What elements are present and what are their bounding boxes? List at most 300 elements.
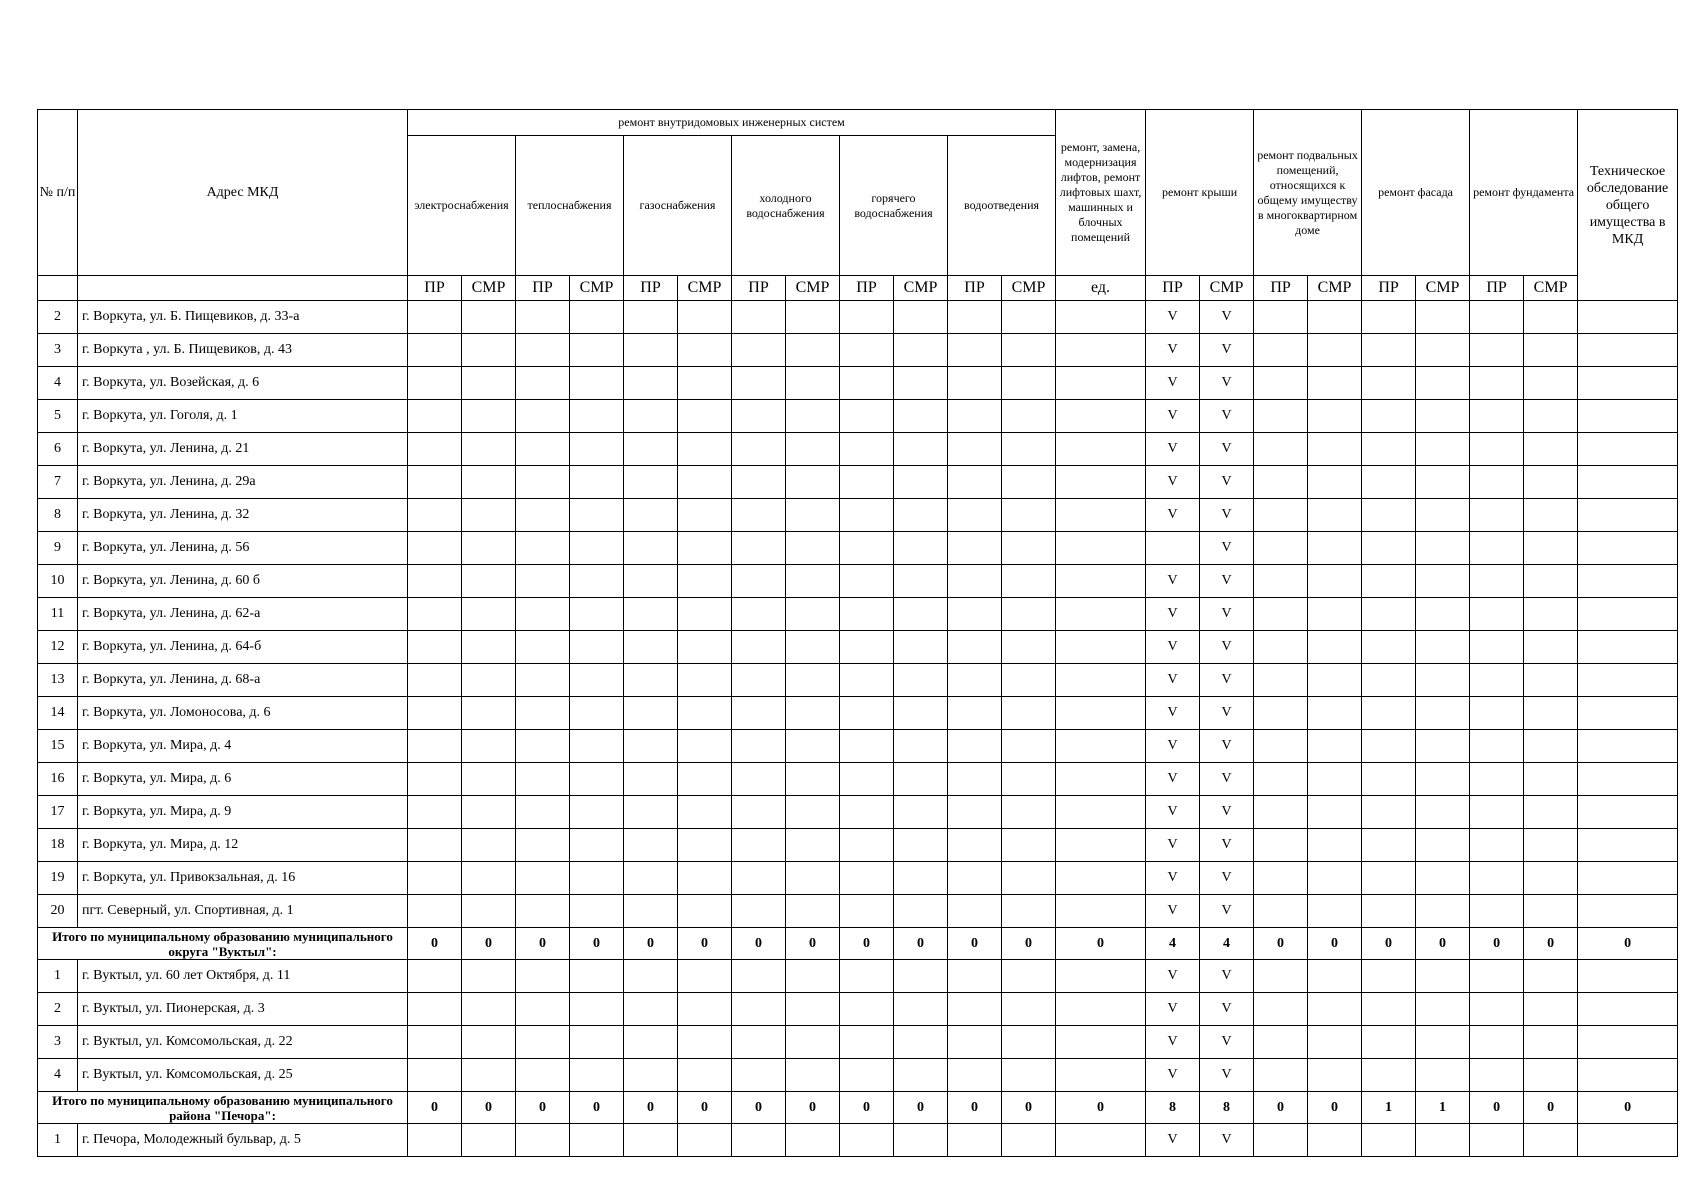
empty-cell: [408, 334, 462, 367]
row-number: 1: [38, 1124, 78, 1157]
empty-cell: [840, 862, 894, 895]
empty-cell: [840, 1124, 894, 1157]
header-basement: ремонт подвальных помещений, относящихся к общему имуществу в многоквартирном доме: [1254, 110, 1362, 276]
row-number: 17: [38, 796, 78, 829]
roof-pr-mark: V: [1146, 993, 1200, 1026]
empty-cell: [1362, 400, 1416, 433]
empty-cell: [408, 1059, 462, 1092]
total-value: 0: [408, 1092, 462, 1124]
row-address: г. Вуктыл, ул. 60 лет Октября, д. 11: [78, 960, 408, 993]
empty-cell: [624, 829, 678, 862]
total-value: 1: [1416, 1092, 1470, 1124]
empty-cell: [1056, 301, 1146, 334]
empty-cell: [840, 631, 894, 664]
empty-cell: [1578, 796, 1678, 829]
empty-cell: [408, 796, 462, 829]
empty-cell: [948, 862, 1002, 895]
empty-cell: [462, 565, 516, 598]
empty-cell: [1524, 466, 1578, 499]
empty-cell: [570, 466, 624, 499]
empty-cell: [678, 664, 732, 697]
row-number: 13: [38, 664, 78, 697]
row-address: г. Воркута, ул. Мира, д. 9: [78, 796, 408, 829]
roof-smr-mark: V: [1200, 1059, 1254, 1092]
total-value: 0: [1002, 928, 1056, 960]
empty-cell: [516, 960, 570, 993]
header-sub-pr: ПР: [1362, 276, 1416, 301]
roof-smr-mark: V: [1200, 631, 1254, 664]
empty-cell: [1362, 1124, 1416, 1157]
row-number: 16: [38, 763, 78, 796]
table-row: [38, 367, 1678, 400]
empty-cell: [462, 796, 516, 829]
empty-cell: [894, 466, 948, 499]
empty-cell: [1056, 466, 1146, 499]
empty-cell: [1362, 862, 1416, 895]
empty-cell: [840, 334, 894, 367]
total-value: 1: [1362, 1092, 1416, 1124]
empty-cell: [570, 433, 624, 466]
empty-cell: [1254, 895, 1308, 928]
row-number: 12: [38, 631, 78, 664]
empty-cell: [1308, 1026, 1362, 1059]
empty-cell: [786, 499, 840, 532]
empty-cell: [516, 1124, 570, 1157]
row-number: 14: [38, 697, 78, 730]
empty-cell: [840, 1059, 894, 1092]
row-number: 8: [38, 499, 78, 532]
empty-cell: [948, 960, 1002, 993]
row-address: г. Воркута, ул. Мира, д. 12: [78, 829, 408, 862]
empty-cell: [462, 862, 516, 895]
total-value: 0: [894, 928, 948, 960]
empty-cell: [732, 433, 786, 466]
empty-cell: [1416, 960, 1470, 993]
empty-cell: [1056, 1059, 1146, 1092]
roof-smr-mark: V: [1200, 796, 1254, 829]
empty-cell: [732, 499, 786, 532]
empty-cell: [1002, 829, 1056, 862]
empty-cell: [570, 796, 624, 829]
empty-cell: [516, 796, 570, 829]
empty-cell: [840, 993, 894, 1026]
table-row: [38, 796, 1678, 829]
empty-cell: [1470, 433, 1524, 466]
row-address: г. Вуктыл, ул. Комсомольская, д. 25: [78, 1059, 408, 1092]
empty-cell: [1254, 829, 1308, 862]
empty-cell: [1470, 598, 1524, 631]
header-sub-smr: СМР: [462, 276, 516, 301]
empty-cell: [732, 1059, 786, 1092]
row-number: 2: [38, 993, 78, 1026]
empty-cell: [570, 664, 624, 697]
empty-cell: [408, 763, 462, 796]
total-value: 0: [1362, 928, 1416, 960]
empty-cell: [1524, 367, 1578, 400]
empty-cell: [1308, 829, 1362, 862]
empty-cell: [516, 433, 570, 466]
table-row: [38, 334, 1678, 367]
empty-cell: [1308, 1059, 1362, 1092]
total-value: 0: [570, 1092, 624, 1124]
empty-cell: [948, 1026, 1002, 1059]
header-sub-pr: ПР: [732, 276, 786, 301]
empty-cell: [1578, 895, 1678, 928]
empty-cell: [1416, 895, 1470, 928]
total-value: 0: [1524, 1092, 1578, 1124]
total-value: 8: [1146, 1092, 1200, 1124]
empty-cell: [732, 565, 786, 598]
empty-cell: [1002, 1059, 1056, 1092]
header-drain: водоотведения: [948, 136, 1056, 276]
row-address: г. Воркута, ул. Возейская, д. 6: [78, 367, 408, 400]
empty-cell: [786, 664, 840, 697]
empty-cell: [732, 400, 786, 433]
total-row: [38, 1092, 1678, 1124]
roof-smr-mark: V: [1200, 960, 1254, 993]
empty-cell: [732, 829, 786, 862]
empty-cell: [786, 334, 840, 367]
empty-cell: [678, 598, 732, 631]
empty-cell: [840, 763, 894, 796]
empty-cell: [1470, 862, 1524, 895]
empty-cell: [1470, 1124, 1524, 1157]
empty-cell: [948, 664, 1002, 697]
header-number: № п/п: [38, 110, 78, 276]
empty-cell: [1254, 1026, 1308, 1059]
empty-cell: [1416, 565, 1470, 598]
total-value: 0: [1470, 1092, 1524, 1124]
total-value: 0: [786, 928, 840, 960]
empty-cell: [1002, 697, 1056, 730]
empty-cell: [1362, 598, 1416, 631]
empty-cell: [1416, 730, 1470, 763]
table-row: [38, 433, 1678, 466]
table-row: [38, 664, 1678, 697]
empty-cell: [516, 993, 570, 1026]
empty-cell: [408, 862, 462, 895]
empty-cell: [678, 763, 732, 796]
empty-cell: [1578, 862, 1678, 895]
roof-pr-mark: V: [1146, 499, 1200, 532]
total-value: 0: [948, 1092, 1002, 1124]
row-number: 6: [38, 433, 78, 466]
empty-cell: [408, 1124, 462, 1157]
empty-cell: [1524, 697, 1578, 730]
empty-cell: [1254, 763, 1308, 796]
empty-cell: [678, 334, 732, 367]
empty-cell: [1578, 598, 1678, 631]
header-sub-smr: СМР: [1308, 276, 1362, 301]
empty-cell: [1416, 367, 1470, 400]
header-sub-pr: ПР: [516, 276, 570, 301]
empty-cell: [516, 862, 570, 895]
empty-cell: [1578, 763, 1678, 796]
empty-cell: [1578, 1124, 1678, 1157]
empty-cell: [1002, 532, 1056, 565]
row-address: г. Воркута, ул. Мира, д. 6: [78, 763, 408, 796]
empty-cell: [786, 1026, 840, 1059]
empty-cell: [516, 1059, 570, 1092]
header-foundation: ремонт фундамента: [1470, 110, 1578, 276]
total-value: 0: [1416, 928, 1470, 960]
table-row: [38, 730, 1678, 763]
table-row: [38, 862, 1678, 895]
total-value: 0: [786, 1092, 840, 1124]
empty-cell: [1308, 433, 1362, 466]
empty-cell: [732, 664, 786, 697]
roof-smr-mark: V: [1200, 862, 1254, 895]
empty-cell: [1470, 334, 1524, 367]
empty-cell: [1524, 301, 1578, 334]
empty-cell: [948, 400, 1002, 433]
empty-cell: [894, 993, 948, 1026]
empty-cell: [894, 895, 948, 928]
empty-cell: [786, 598, 840, 631]
total-label: Итого по муниципальному образованию муниципального района "Печора":: [38, 1092, 408, 1124]
empty-cell: [894, 565, 948, 598]
row-address: г. Воркута, ул. Ленина, д. 29а: [78, 466, 408, 499]
empty-cell: [678, 862, 732, 895]
header-sub-pr: ПР: [1146, 276, 1200, 301]
empty-cell: [732, 598, 786, 631]
empty-cell: [1056, 532, 1146, 565]
empty-cell: [678, 466, 732, 499]
roof-pr-mark: V: [1146, 466, 1200, 499]
empty-cell: [1416, 1124, 1470, 1157]
roof-pr-mark: V: [1146, 862, 1200, 895]
header-roof: ремонт крыши: [1146, 110, 1254, 276]
empty-cell: [1470, 532, 1524, 565]
total-value: 0: [1056, 928, 1146, 960]
roof-smr-mark: V: [1200, 993, 1254, 1026]
empty-cell: [1002, 433, 1056, 466]
total-value: 0: [732, 1092, 786, 1124]
empty-cell: [1578, 730, 1678, 763]
total-value: 0: [1308, 1092, 1362, 1124]
empty-cell: [624, 895, 678, 928]
empty-cell: [624, 499, 678, 532]
empty-cell: [408, 829, 462, 862]
empty-cell: [786, 829, 840, 862]
empty-cell: [1254, 400, 1308, 433]
empty-cell: [1362, 1026, 1416, 1059]
empty-cell: [1308, 895, 1362, 928]
empty-cell: [624, 301, 678, 334]
table-row: [38, 1124, 1678, 1157]
empty-cell: [1578, 466, 1678, 499]
empty-cell: [408, 895, 462, 928]
empty-cell: [624, 730, 678, 763]
empty-cell: [948, 598, 1002, 631]
table-row: [38, 400, 1678, 433]
empty-cell: [624, 1026, 678, 1059]
empty-cell: [516, 565, 570, 598]
empty-cell: [1524, 895, 1578, 928]
empty-cell: [1416, 631, 1470, 664]
empty-cell: [786, 763, 840, 796]
row-address: г. Воркута, ул. Привокзальная, д. 16: [78, 862, 408, 895]
empty-cell: [1254, 598, 1308, 631]
header-hot-water: горячего водоснабжения: [840, 136, 948, 276]
total-value: 0: [624, 928, 678, 960]
empty-cell: [1254, 466, 1308, 499]
header-sub-smr: СМР: [1524, 276, 1578, 301]
empty-cell: [948, 993, 1002, 1026]
empty-cell: [1056, 565, 1146, 598]
row-number: 2: [38, 301, 78, 334]
empty-cell: [894, 1124, 948, 1157]
empty-cell: [1002, 960, 1056, 993]
empty-cell: [1470, 993, 1524, 1026]
empty-cell: [624, 367, 678, 400]
empty-cell: [1002, 763, 1056, 796]
empty-cell: [840, 730, 894, 763]
empty-cell: [1056, 895, 1146, 928]
empty-cell: [1470, 367, 1524, 400]
empty-cell: [1470, 1059, 1524, 1092]
empty-cell: [1524, 1124, 1578, 1157]
empty-cell: [1002, 993, 1056, 1026]
empty-cell: [462, 993, 516, 1026]
empty-cell: [1524, 433, 1578, 466]
empty-cell: [1308, 697, 1362, 730]
empty-cell: [678, 301, 732, 334]
empty-cell: [570, 829, 624, 862]
roof-smr-mark: V: [1200, 334, 1254, 367]
roof-pr-mark: V: [1146, 433, 1200, 466]
empty-cell: [894, 598, 948, 631]
empty-cell: [570, 895, 624, 928]
empty-cell: [732, 1124, 786, 1157]
empty-cell: [570, 499, 624, 532]
empty-cell: [894, 730, 948, 763]
empty-cell: [732, 895, 786, 928]
empty-cell: [570, 598, 624, 631]
empty-cell: [1056, 400, 1146, 433]
empty-cell: [732, 334, 786, 367]
empty-cell: [786, 960, 840, 993]
row-number: 18: [38, 829, 78, 862]
header-sub-pr: ПР: [840, 276, 894, 301]
empty-cell: [948, 763, 1002, 796]
table-row: [38, 895, 1678, 928]
header-sub-smr: СМР: [786, 276, 840, 301]
header-lifts: ремонт, замена, модернизация лифтов, ремонт лифтовых шахт, машинных и блочных помещений: [1056, 110, 1146, 276]
empty-cell: [1254, 1059, 1308, 1092]
empty-cell: [1578, 301, 1678, 334]
roof-pr-mark: V: [1146, 565, 1200, 598]
empty-cell: [732, 960, 786, 993]
empty-cell: [894, 763, 948, 796]
row-number: 10: [38, 565, 78, 598]
empty-cell: [1470, 466, 1524, 499]
roof-pr-mark: V: [1146, 301, 1200, 334]
empty-cell: [1254, 301, 1308, 334]
empty-cell: [894, 367, 948, 400]
empty-cell: [1002, 466, 1056, 499]
empty-cell: [462, 664, 516, 697]
empty-cell: [462, 367, 516, 400]
empty-cell: [1416, 829, 1470, 862]
header-sub-ed: ед.: [1056, 276, 1146, 301]
empty-cell: [1056, 993, 1146, 1026]
empty-cell: [624, 664, 678, 697]
empty-cell: [462, 400, 516, 433]
empty-cell: [948, 829, 1002, 862]
empty-cell: [462, 301, 516, 334]
empty-cell: [1578, 993, 1678, 1026]
row-address: г. Воркута, ул. Ломоносова, д. 6: [78, 697, 408, 730]
roof-smr-mark: V: [1200, 730, 1254, 763]
empty-cell: [1254, 697, 1308, 730]
empty-cell: [678, 796, 732, 829]
empty-cell: [786, 1059, 840, 1092]
empty-cell: [408, 1026, 462, 1059]
empty-cell: [1470, 829, 1524, 862]
empty-cell: [1002, 301, 1056, 334]
total-value: 0: [462, 1092, 516, 1124]
empty-cell: [1416, 466, 1470, 499]
total-value: 0: [1470, 928, 1524, 960]
empty-cell: [948, 367, 1002, 400]
table-row: [38, 1059, 1678, 1092]
empty-cell: [1254, 334, 1308, 367]
empty-cell: [1056, 730, 1146, 763]
empty-cell: [408, 697, 462, 730]
empty-cell: [1578, 664, 1678, 697]
total-value: 0: [894, 1092, 948, 1124]
row-address: г. Воркута, ул. Мира, д. 4: [78, 730, 408, 763]
empty-cell: [624, 565, 678, 598]
header-sub-pr: ПР: [624, 276, 678, 301]
empty-cell: [1470, 1026, 1524, 1059]
empty-cell: [1524, 730, 1578, 763]
row-address: пгт. Северный, ул. Спортивная, д. 1: [78, 895, 408, 928]
empty-cell: [894, 829, 948, 862]
roof-pr-mark: V: [1146, 763, 1200, 796]
empty-cell: [678, 499, 732, 532]
empty-cell: [516, 631, 570, 664]
empty-cell: [786, 862, 840, 895]
empty-cell: [1362, 895, 1416, 928]
empty-cell: [1524, 499, 1578, 532]
empty-cell: [624, 598, 678, 631]
empty-cell: [786, 1124, 840, 1157]
empty-cell: [570, 730, 624, 763]
empty-cell: [570, 697, 624, 730]
empty-cell: [570, 763, 624, 796]
empty-cell: [948, 1059, 1002, 1092]
empty-cell: [1524, 862, 1578, 895]
row-address: г. Вуктыл, ул. Комсомольская, д. 22: [78, 1026, 408, 1059]
empty-cell: [408, 367, 462, 400]
empty-cell: [1524, 598, 1578, 631]
empty-cell: [1470, 664, 1524, 697]
empty-cell: [840, 367, 894, 400]
empty-cell: [624, 631, 678, 664]
empty-cell: [786, 565, 840, 598]
empty-cell: [678, 697, 732, 730]
empty-cell: [1578, 367, 1678, 400]
empty-cell: [948, 499, 1002, 532]
empty-cell: [840, 697, 894, 730]
total-label: Итого по муниципальному образованию муниципального округа "Вуктыл":: [38, 928, 408, 960]
empty-cell: [1254, 796, 1308, 829]
empty-cell: [516, 895, 570, 928]
empty-cell: [1002, 631, 1056, 664]
empty-cell: [1308, 598, 1362, 631]
